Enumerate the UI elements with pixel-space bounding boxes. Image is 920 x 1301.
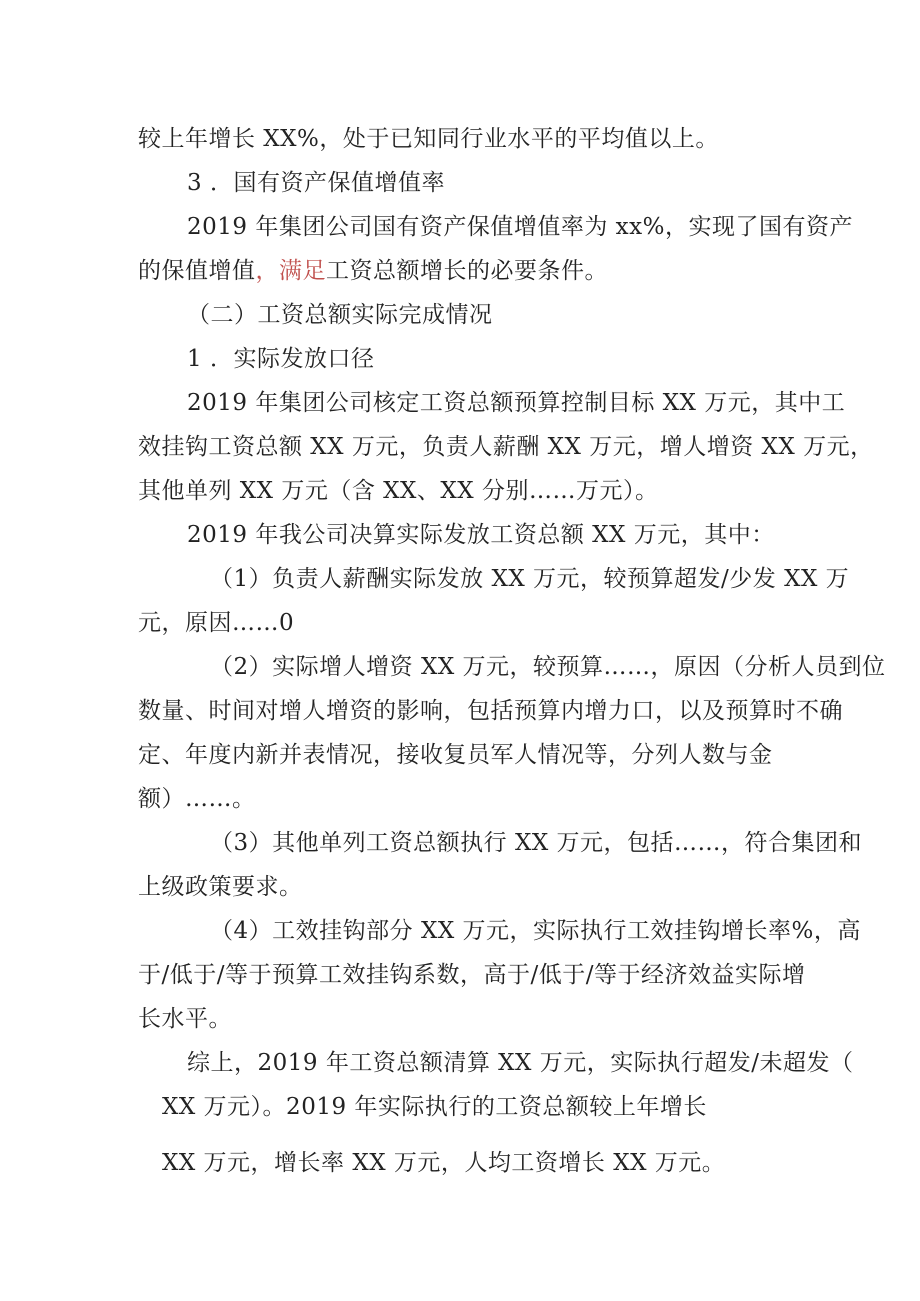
subsection-heading: 1 ．实际发放口径 bbox=[187, 346, 375, 372]
list-item-2-continuation: 数量、时间对增人增资的影响，包括预算内增力口，以及预算时不确 bbox=[138, 698, 843, 724]
paragraph-line: 其他单列 XX 万元（含 XX、XX 分别……万元）。 bbox=[138, 478, 659, 504]
list-item-1: （1）负责人薪酬实际发放 XX 万元，较预算超发/少发 XX 万 bbox=[210, 566, 850, 592]
summary-line: 综上，2019 年工资总额清算 XX 万元，实际执行超发/未超发（ bbox=[187, 1050, 854, 1076]
paragraph-line: 2019 年集团公司国有资产保值增值率为 xx%，实现了国有资产 bbox=[187, 214, 853, 240]
text-segment: 工资总额增长的必要条件。 bbox=[326, 258, 608, 284]
paragraph-line: 效挂钩工资总额 XX 万元，负责人薪酬 XX 万元，增人增资 XX 万元， bbox=[138, 434, 874, 460]
list-item-2: （2）实际增人增资 XX 万元，较预算……，原因（分析人员到位 bbox=[210, 654, 886, 680]
list-item-4-continuation: 长水平。 bbox=[138, 1006, 232, 1032]
summary-line: XX 万元，增长率 XX 万元，人均工资增长 XX 万元。 bbox=[162, 1150, 726, 1176]
section-heading: 3 ．国有资产保值增值率 bbox=[187, 170, 445, 196]
text-segment: 的保值增值 bbox=[138, 258, 256, 284]
list-item-3: （3）其他单列工资总额执行 XX 万元，包括……，符合集团和 bbox=[210, 830, 863, 856]
list-item-3-continuation: 上级政策要求。 bbox=[138, 874, 303, 900]
highlighted-text: ，满足 bbox=[255, 258, 326, 284]
paragraph-line: 2019 年集团公司核定工资总额预算控制目标 XX 万元，其中工 bbox=[187, 390, 846, 416]
paragraph-line bbox=[138, 254, 608, 288]
list-item-1-continuation: 元，原因……0 bbox=[138, 610, 295, 636]
paragraph-line: 较上年增长 XX%，处于已知同行业水平的平均值以上。 bbox=[138, 126, 719, 152]
list-item-4: （4）工效挂钩部分 XX 万元，实际执行工效挂钩增长率%，高 bbox=[210, 918, 861, 944]
paragraph-line: 2019 年我公司决算实际发放工资总额 XX 万元，其中： bbox=[187, 522, 775, 548]
section-heading: （二）工资总额实际完成情况 bbox=[187, 302, 493, 328]
summary-line: XX 万元）。2019 年实际执行的工资总额较上年增长 bbox=[162, 1094, 707, 1120]
list-item-4-continuation: 于/低于/等于预算工效挂钩系数，高于/低于/等于经济效益实际增 bbox=[138, 962, 806, 988]
list-item-2-continuation: 定、年度内新并表情况，接收复员军人情况等，分列人数与金 bbox=[138, 742, 773, 768]
list-item-2-continuation: 额）……。 bbox=[138, 786, 256, 812]
